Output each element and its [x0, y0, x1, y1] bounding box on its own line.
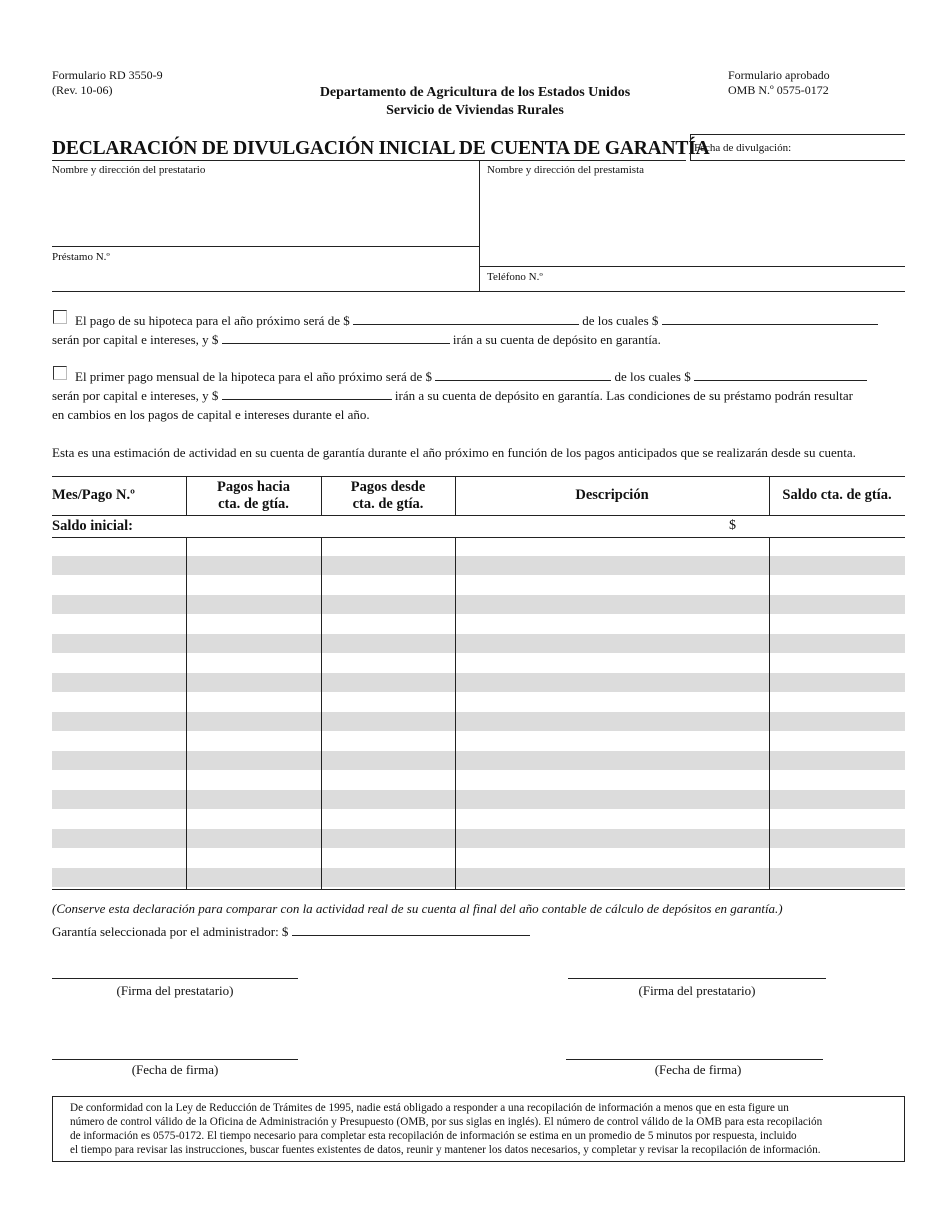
col-payments-to-header: Pagos hacia cta. de gtía.: [217, 479, 290, 512]
form-number: Formulario RD 3550-9: [52, 68, 163, 82]
cushion-row: [52, 923, 530, 940]
monthly-pi-amount-input[interactable]: [694, 368, 867, 381]
signature-date-line-right[interactable]: [566, 1059, 823, 1060]
omb-number: OMB N.º 0575-0172: [728, 83, 829, 97]
col-month-header: Mes/Pago N.º: [52, 487, 135, 503]
loan-number-field[interactable]: Préstamo N.º: [52, 251, 110, 263]
cushion-amount-input[interactable]: [292, 923, 530, 936]
lender-name-address-field[interactable]: Nombre y dirección del prestamista: [487, 164, 645, 176]
signature-label-right: (Firma del prestatario): [638, 983, 756, 998]
borrower-signature-line-right[interactable]: [568, 978, 826, 979]
opening-balance-label: Saldo inicial:: [52, 518, 133, 534]
opening-balance-dollar: $: [729, 518, 736, 533]
service-name: Servicio de Viviendas Rurales: [386, 103, 564, 118]
date-label-right: (Fecha de firma): [654, 1062, 742, 1077]
option-monthly-payment: El primer pago mensual de la hipoteca para el año próximo será de $ de los cuales $ serán por capital e intereses, y $ irán a su cuenta de depósito en garantía. Las condiciones de su préstamo podrán resultar en cambios en los pagos de capital e intereses durante el año.: [52, 367, 907, 424]
monthly-escrow-amount-input[interactable]: [222, 387, 392, 400]
date-label-left: (Fecha de firma): [131, 1062, 219, 1077]
disclosure-date-field[interactable]: Fecha de divulgación:: [694, 142, 792, 154]
col-balance-header: Saldo cta. de gtía.: [782, 487, 892, 503]
option-annual-payment: El pago de su hipoteca para el año próximo será de $ de los cuales $ serán por capital e intereses, y $ irán a su cuenta de depósito en garantía.: [52, 311, 907, 349]
borrower-name-address-field[interactable]: Nombre y dirección del prestatario: [52, 164, 206, 176]
department-name: Departamento de Agricultura de los Estados Unidos: [319, 85, 631, 100]
keep-statement-note: (Conserve esta declaración para comparar con la actividad real de su cuenta al final del año contable de cálculo de depósitos en garantía.): [52, 901, 783, 916]
cushion-label: Garantía seleccionada por el administrador: $: [52, 924, 289, 939]
col-payments-from-header: Pagos desde cta. de gtía.: [350, 479, 426, 512]
annual-payment-amount-input[interactable]: [353, 312, 579, 325]
annual-escrow-amount-input[interactable]: [222, 331, 450, 344]
annual-pi-amount-input[interactable]: [662, 312, 878, 325]
form-title: DECLARACIÓN DE DIVULGACIÓN INICIAL DE CUENTA DE GARANTÍA: [52, 138, 710, 159]
signature-label-left: (Firma del prestatario): [116, 983, 234, 998]
form-revision: (Rev. 10-06): [52, 83, 113, 97]
paperwork-notice: De conformidad con la Ley de Reducción de Trámites de 1995, nadie está obligado a responder a una recopilación de información a menos que en esta figure un número de control válido de la Oficina de Administración y Presupuesto (OMB, por sus siglas en inglés). El número de control válido de la OMB para esta recopilación de información es 0575-0172. El tiempo necesario para completar esta recopilación de información se estima en un promedio de 5 minutos por respuesta, incluido el tiempo para revisar las instrucciones, buscar fuentes existentes de datos, reunir y mantener los datos necesarios, y completar y revisar la recopilación de información.: [52, 1096, 905, 1162]
signature-date-line-left[interactable]: [52, 1059, 298, 1060]
estimate-text: Esta es una estimación de actividad en su cuenta de garantía durante el año próximo en función de los pagos anticipados que se realizarán desde su cuenta.: [52, 445, 856, 460]
col-description-header: Descripción: [575, 487, 649, 503]
monthly-payment-amount-input[interactable]: [435, 368, 611, 381]
approval-label: Formulario aprobado: [728, 68, 830, 82]
phone-number-field[interactable]: Teléfono N.º: [487, 271, 543, 283]
omb-block: [728, 68, 830, 98]
borrower-signature-line-left[interactable]: [52, 978, 298, 979]
